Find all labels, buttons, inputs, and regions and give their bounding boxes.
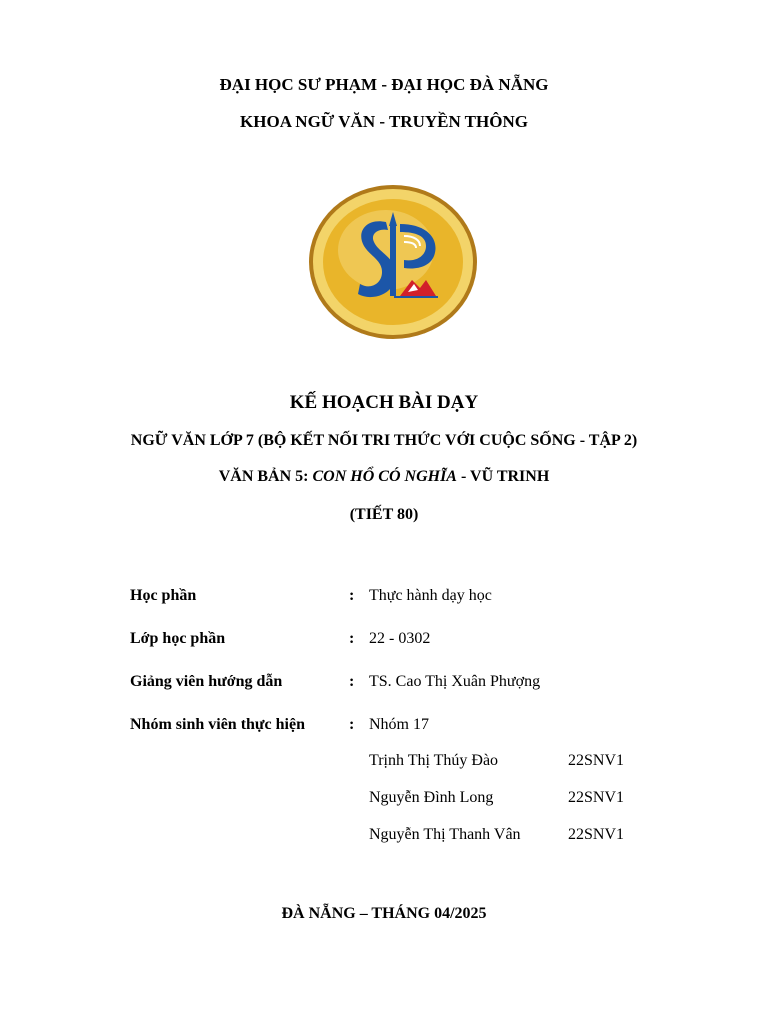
text-title-line [0,468,768,486]
member-name: Trịnh Thị Thúy Đào [369,752,499,769]
member-name: Nguyễn Thị Thanh Vân [369,826,521,843]
lecturer-colon: : [349,673,355,690]
faculty-name: KHOA NGỮ VĂN - TRUYỀN THÔNG [240,112,528,131]
course-value: Thực hành dạy học [369,587,492,604]
member-class: 22SNV1 [568,789,625,806]
member-class: 22SNV1 [568,752,625,769]
subject-line: NGỮ VĂN LỚP 7 (BỘ KẾT NỐI TRI THỨC VỚI CUỘC SỐNG - TẬP 2) [130,432,638,449]
group-label: Nhóm sinh viên thực hiện [130,716,305,733]
period-line: (TIẾT 80) [349,506,419,523]
lecturer-label: Giảng viên hướng dẫn [130,673,283,690]
place-date: ĐÀ NẴNG – THÁNG 04/2025 [281,905,487,922]
text-suffix: - VŨ TRINH [456,468,550,485]
course-colon: : [349,587,355,604]
document-title: KẾ HOẠCH BÀI DẠY [289,392,479,413]
logo-pen [390,224,396,296]
lecturer-value: TS. Cao Thị Xuân Phượng [369,673,541,690]
group-colon: : [349,716,355,733]
member-class: 22SNV1 [568,826,625,843]
university-name: ĐẠI HỌC SƯ PHẠM - ĐẠI HỌC ĐÀ NẴNG [219,75,549,94]
text-prefix: VĂN BẢN 5: [218,468,313,485]
member-name: Nguyễn Đình Long [369,789,494,806]
group-value: Nhóm 17 [369,716,429,733]
text-title-italic: CON HỔ CÓ NGHĨA [312,468,457,485]
university-logo [308,184,478,340]
course-label: Học phần [130,587,197,604]
class-label: Lớp học phần [130,630,226,647]
class-value: 22 - 0302 [369,630,431,647]
class-colon: : [349,630,355,647]
